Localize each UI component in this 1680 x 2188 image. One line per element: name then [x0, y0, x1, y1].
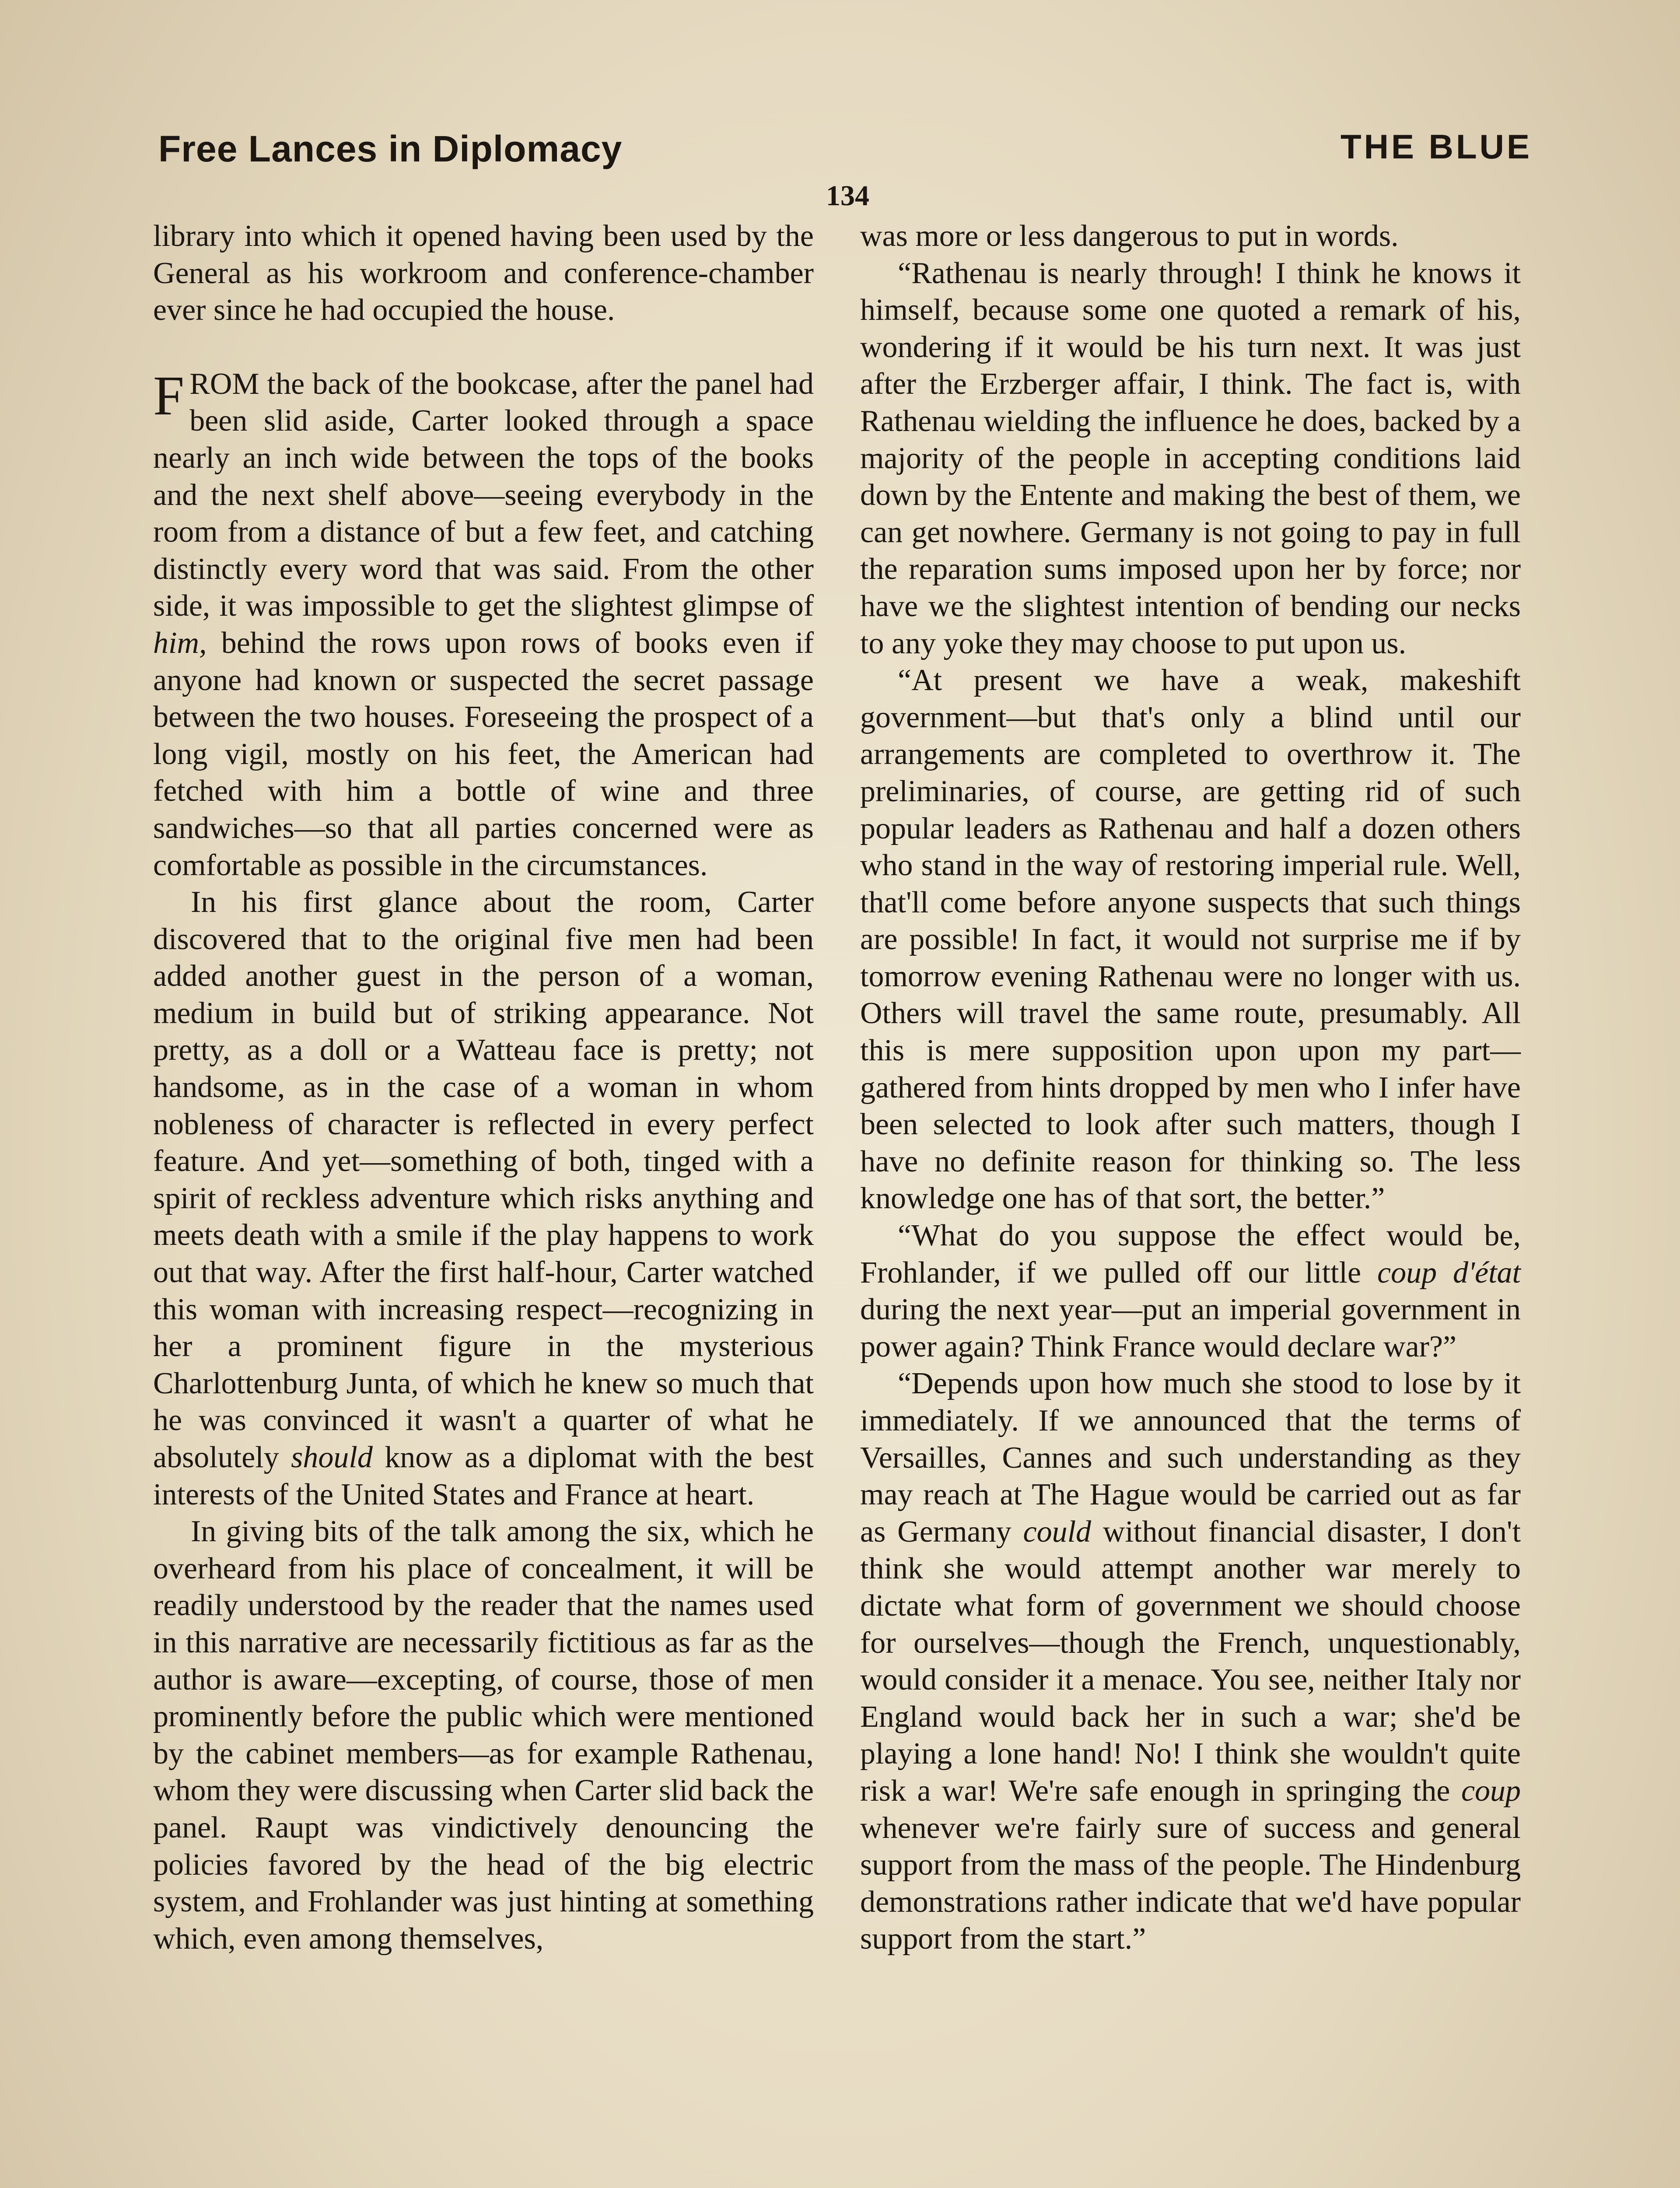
left-column — [153, 218, 814, 1957]
paragraph: was more or less dangerous to put in words. — [860, 219, 1399, 253]
drop-cap: F — [153, 364, 185, 427]
paragraph: “Rathenau is nearly through! I think he knows it himself, because some one quoted a remark of his, wondering if it would be his turn next. It was just after the Erzberger affair, I think. The fact is, with Rathenau wielding the influence he does, backed by a majority of the people in accepting conditions laid down by the Entente and making the best of them, we can get nowhere. Germany is not going to pay in full the reparation sums imposed upon her by force; nor have we the slightest intention of bending our necks to any yoke they may choose to put upon us. — [860, 256, 1521, 660]
running-head-magazine: THE BLUE — [1340, 127, 1532, 166]
paragraph: “At present we have a weak, makeshift government—but that's only a blind until our arrangements are completed to overthrow it. The preliminaries, of course, are getting rid of such popular leaders as Rathenau and half a dozen others who stand in the way of restoring imperial rule. Well, that'll come before anyone suspects that such things are possible! In fact, it would not surprise me if by tomorrow evening Rathenau were no longer with us. Others will travel the same route, presumably. All this is mere supposition upon upon my part—gathered from hints dropped by men who I infer have been selected to look after such matters, though I have no definite reason for thinking so. The less knowledge one has of that sort, the better.” — [860, 663, 1521, 1216]
paragraph: “Depends upon how much she stood to lose by it immediately. If we announced that the terms of Versailles, Cannes and such understanding as they may reach at The Hague would be carried out as far as Germany could without financial disaster, I don't think she would attempt another war merely to dictate what form of government we should choose for ourselves—though the French, unquestionably, would consider it a menace. You see, neither Italy nor England would back her in such a war; she'd be playing a lone hand! No! I think she wouldn't quite risk a war! We're safe enough in springing the coup whenever we're fairly sure of success and general support from the mass of the people. The Hindenburg demonstrations rather indicate that we'd have popular support from the start.” — [860, 1367, 1521, 1956]
paragraph: In his first glance about the room, Carter discovered that to the original five men had been added another guest in the person of a woman, medium in build but of striking appearance. Not pretty, as a doll or a Watteau face is pretty; not handsome, as in the case of a woman in whom nobleness of character is reflected in every perfect feature. And yet—something of both, tinged with a spirit of reckless adventure which risks anything and meets death with a smile if the play happens to work out that way. After the first half-hour, Carter watched this woman with increasing respect—recognizing in her a prominent figure in the mysterious Charlottenburg Junta, of which he knew so much that he was convinced it wasn't a quarter of what he absolutely should know as a diplomat with the best interests of the United States and France at heart. — [153, 885, 814, 1511]
page-number: 134 — [826, 180, 869, 212]
paragraph: “What do you suppose the effect would be, Frohlander, if we pulled off our little coup d'état during the next year—put an imperial government in power again? Think France would declare war?” — [860, 1219, 1521, 1364]
right-column — [860, 218, 1521, 1958]
running-head-title: Free Lances in Diplomacy — [158, 128, 623, 169]
paragraph: FROM the back of the bookcase, after the panel had been slid aside, Carter looked through a space nearly an inch wide between the tops of the books and the next shelf above—seeing everybody in the room from a distance of but a few feet, and catching distinctly every word that was said. From the other side, it was impossible to get the slightest glimpse of him, behind the rows upon rows of books even if anyone had known or suspected the secret passage between the two houses. Foreseeing the prospect of a long vigil, mostly on his feet, the American had fetched with him a bottle of wine and three sandwiches—so that all parties concerned were as comfortable as possible in the circumstances. — [153, 364, 814, 882]
paragraph: library into which it opened having been used by the General as his workroom and conference-chamber ever since he had occupied the house. — [153, 219, 814, 327]
paragraph: In giving bits of the talk among the six, which he overheard from his place of concealment, it will be readily understood by the reader that the names used in this narrative are necessarily fictitious as far as the author is aware—excepting, of course, those of men prominently before the public which were mentioned by the cabinet members—as for example Rathenau, whom they were discussing when Carter slid back the panel. Raupt was vindictively denouncing the policies favored by the head of the big electric system, and Frohlander was just hinting at something which, even among themselves, — [153, 1515, 814, 1956]
